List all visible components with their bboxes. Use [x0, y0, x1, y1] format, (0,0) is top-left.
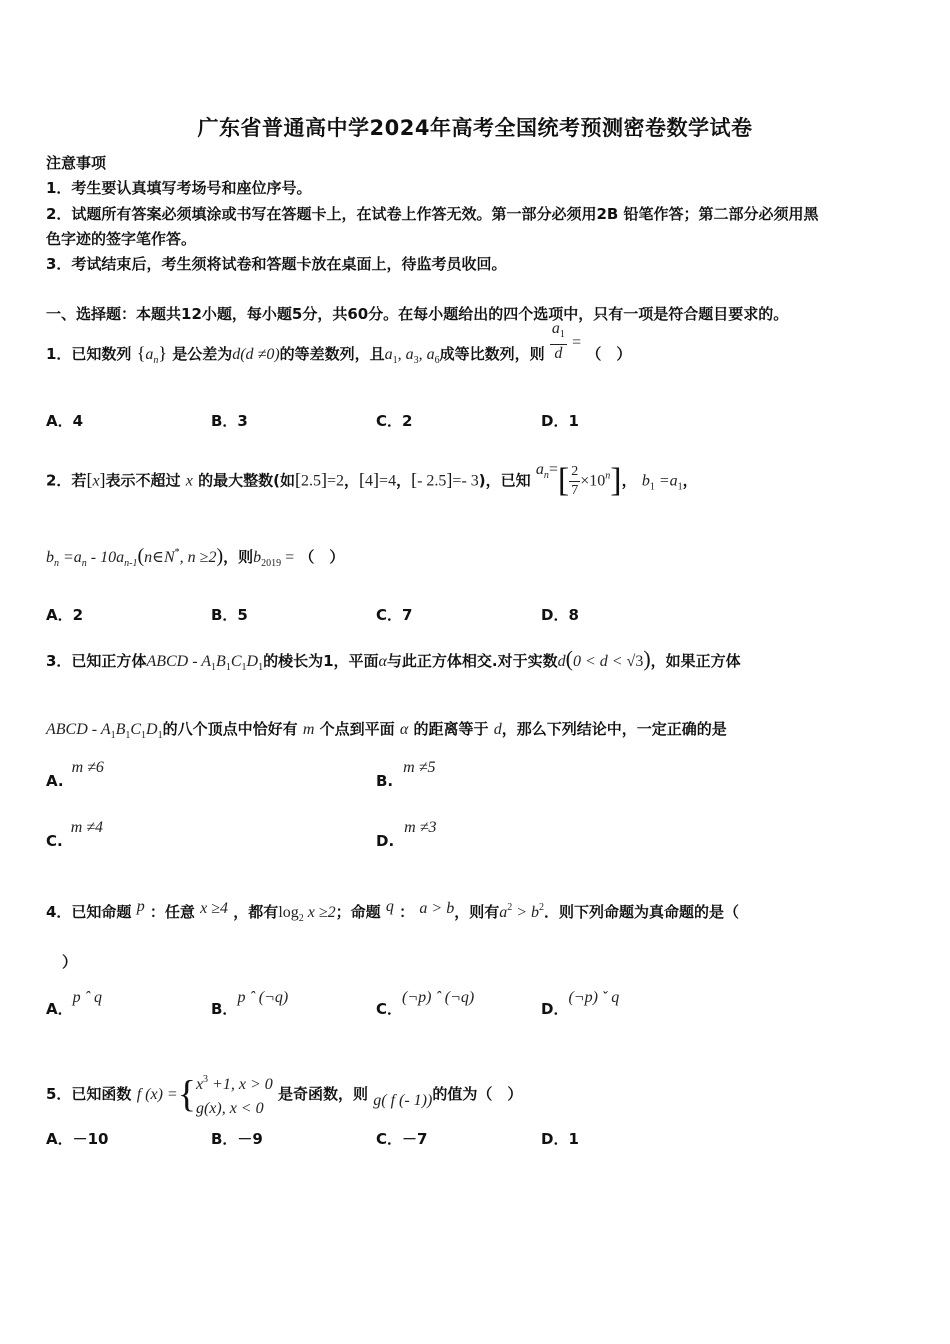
q4-option-b: B．p ˆ (¬q) [211, 989, 289, 1018]
notice-item-2-cont: 色字迹的签字笔作答。 [46, 230, 197, 248]
q5-option-a: A．－10 [46, 1130, 109, 1148]
notice-item-3: 3．考试结束后，考生须将试卷和答题卡放在桌面上，待监考员收回。 [46, 255, 507, 273]
q4-option-c: C．(¬p) ˆ (¬q) [376, 989, 475, 1018]
q3-option-d: D.m ≠3 [376, 819, 437, 850]
question-4: 4．已知命题 p ：任意 x ≥4 ，都有$\log_2 x \ge 2$；命题 q ： a > b，则有$a^2 > b^2$．则下列命题为真命题的是（ [46, 898, 740, 924]
question-3: 3．已知正方体ABCD - $A_1B_1C_1D_1$的棱长为1，平面α与此正方体相交.对于实数d(0 < d < √3)，如果正方体 [46, 646, 741, 673]
q1-option-c: C．2 [376, 412, 413, 430]
q5-option-b: B．－9 [211, 1130, 263, 1148]
q5-option-d: D．1 [541, 1130, 579, 1148]
q1-option-b: B．3 [211, 412, 248, 430]
q2-option-a: A．2 [46, 606, 84, 624]
q2-option-d: D．8 [541, 606, 579, 624]
notice-item-2: 2．试题所有答案必须填涂或书写在答题卡上，在试卷上作答无效。第一部分必须用2B 铅笔作答；第二部分必须用黑 [46, 205, 819, 223]
q1-option-d: D．1 [541, 412, 579, 430]
q3-option-c: C.m ≠4 [46, 819, 104, 850]
q2-option-b: B．5 [211, 606, 248, 624]
q5-option-c: C．－7 [376, 1130, 428, 1148]
question-2-line2: $b_n =a_n$ - $10a_{n-1}(n\in N^*$, n ≥2)，则$b_{2019}$ = （ ） [46, 545, 345, 569]
notice-item-1: 1．考生要认真填写考场号和座位序号。 [46, 179, 312, 197]
q4-option-d: D．(¬p) ˇ q [541, 989, 620, 1018]
question-1: 1．已知数列 $\{a_n\}$ 是公差为d(d ≠0)的等差数列，且$a_1$, $a_3$, $a_6$成等比数列，则 $\frac{a_1}{d}$ = （ ） [46, 320, 632, 366]
question-3-line2: ABCD - $A_1B_1C_1D_1$的八个顶点中恰好有 m 个点到平面 α 的距离等于 d，那么下列结论中，一定正确的是 [46, 720, 727, 741]
q1-option-a: A．4 [46, 412, 84, 430]
question-2: 2．若[x]表示不超过 x 的最大整数(如[2.5]=2，[4]=4，[- 2.5]=- 3)，已知 $a_n=$[ $\frac{2}{7}$ $\times 10^n$]， $b_1 =a_1$， [46, 460, 698, 499]
page-title: 广东省普通高中学2024年高考全国统考预测密卷数学试卷 [197, 116, 753, 140]
q3-option-b: B.m ≠5 [376, 759, 436, 790]
q3-option-a: A.m ≠6 [46, 759, 104, 790]
q4-option-a: A．p ˆ q [46, 989, 102, 1018]
q2-option-c: C．7 [376, 606, 413, 624]
section-heading: 一、选择题：本题共12小题，每小题5分，共60分。在每小题给出的四个选项中，只有一项是符合题目要求的。 [46, 305, 789, 323]
question-5: 5．已知函数 f (x) ={ $x^3 +1$, x > 0 g(x), x < 0 是奇函数，则 g( f (- 1))的值为（ ） [46, 1073, 523, 1117]
notice-heading: 注意事项 [46, 154, 107, 172]
question-4-close: ） [62, 953, 78, 971]
